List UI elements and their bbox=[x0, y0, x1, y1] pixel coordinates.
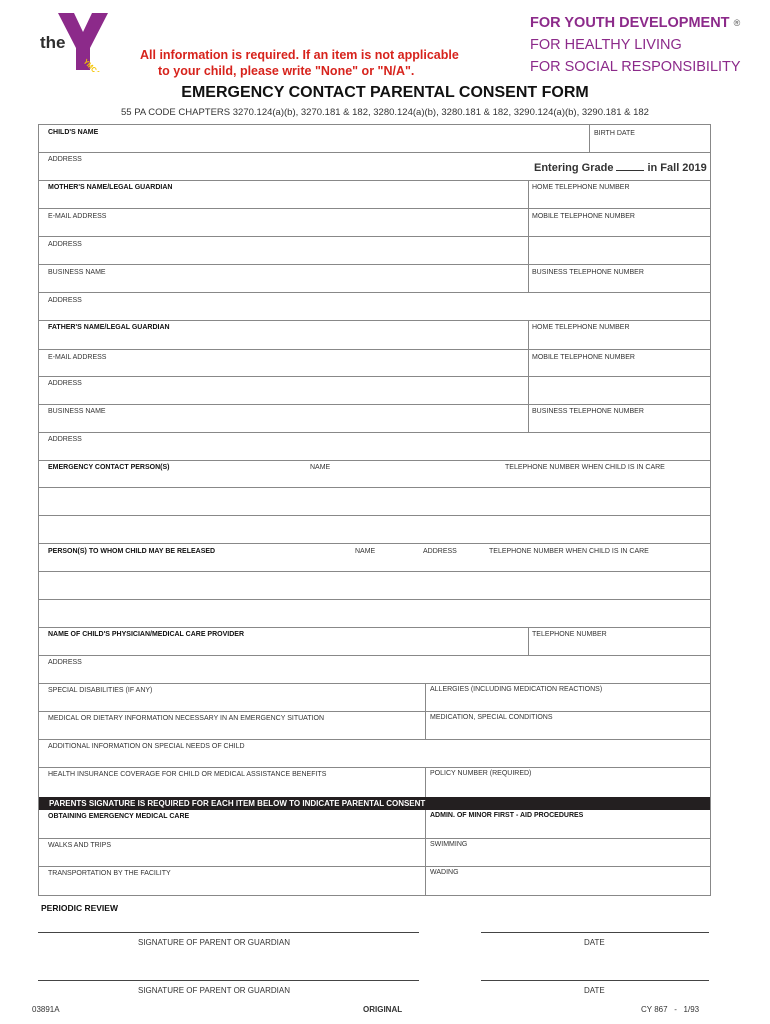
page-title: EMERGENCY CONTACT PARENTAL CONSENT FORM bbox=[181, 84, 589, 101]
grade-blank[interactable] bbox=[616, 170, 644, 171]
date-line-1[interactable] bbox=[481, 932, 709, 933]
child-address-label: ADDRESS bbox=[48, 156, 82, 163]
physician-address-label: ADDRESS bbox=[48, 659, 82, 666]
release-persons-label: PERSON(S) TO WHOM CHILD MAY BE RELEASED bbox=[48, 548, 216, 555]
father-mobile-label: MOBILE TELEPHONE NUMBER bbox=[532, 354, 635, 361]
father-business-label: BUSINESS NAME bbox=[48, 408, 106, 415]
insurance-label: HEALTH INSURANCE COVERAGE FOR CHILD OR MEDICAL ASSISTANCE BENEFITS bbox=[48, 771, 327, 778]
ymca-logo-text: YMCA bbox=[81, 58, 102, 72]
signature-line-1[interactable] bbox=[38, 932, 419, 933]
release-phone-col: TELEPHONE NUMBER WHEN CHILD IS IN CARE bbox=[489, 548, 649, 555]
form-number: 03891A bbox=[32, 1005, 60, 1014]
mother-business-phone-label: BUSINESS TELEPHONE NUMBER bbox=[532, 269, 644, 276]
release-address-col: ADDRESS bbox=[423, 548, 457, 555]
entering-grade: Entering Grade in Fall 2019 bbox=[534, 162, 707, 174]
signature-label-2: SIGNATURE OF PARENT OR GUARDIAN bbox=[138, 986, 291, 995]
walks-trips-label: WALKS AND TRIPS bbox=[48, 842, 112, 849]
mother-email-label: E-MAIL ADDRESS bbox=[48, 213, 107, 220]
form-table bbox=[38, 124, 711, 896]
tagline-line-1: FOR YOUTH DEVELOPMENT bbox=[530, 15, 730, 31]
original-label: ORIGINAL bbox=[363, 1005, 403, 1014]
father-email-label: E-MAIL ADDRESS bbox=[48, 354, 107, 361]
notice-text bbox=[140, 47, 459, 79]
transportation-label: TRANSPORTATION BY THE FACILITY bbox=[48, 870, 171, 877]
swimming-label: SWIMMING bbox=[430, 841, 468, 848]
logo-the-text: the bbox=[40, 33, 66, 52]
mother-mobile-label: MOBILE TELEPHONE NUMBER bbox=[532, 213, 635, 220]
father-business-phone-label: BUSINESS TELEPHONE NUMBER bbox=[532, 408, 644, 415]
signature-line-2[interactable] bbox=[38, 980, 419, 981]
tagline-line-2: FOR HEALTHY LIVING bbox=[530, 37, 682, 53]
mother-name-label: MOTHER'S NAME/LEGAL GUARDIAN bbox=[48, 184, 173, 191]
policy-number-label: POLICY NUMBER (REQUIRED) bbox=[430, 770, 532, 777]
additional-needs-label: ADDITIONAL INFORMATION ON SPECIAL NEEDS OF CHILD bbox=[48, 743, 245, 750]
tagline bbox=[530, 12, 741, 78]
signature-label-1: SIGNATURE OF PARENT OR GUARDIAN bbox=[138, 938, 291, 947]
mother-business-label: BUSINESS NAME bbox=[48, 269, 106, 276]
date-label-2: DATE bbox=[584, 986, 605, 995]
mother-business-address-label: ADDRESS bbox=[48, 297, 82, 304]
allergies-label: ALLERGIES (INCLUDING MEDICATION REACTIONS) bbox=[430, 686, 603, 693]
medical-care-label: OBTAINING EMERGENCY MEDICAL CARE bbox=[48, 813, 190, 820]
father-address-label: ADDRESS bbox=[48, 380, 82, 387]
registered-mark: ® bbox=[733, 18, 741, 28]
notice-line-2: to your child, please write "None" or "N/A". bbox=[158, 64, 415, 78]
child-name-label: CHILD'S NAME bbox=[48, 129, 99, 136]
emergency-phone-col: TELEPHONE NUMBER WHEN CHILD IS IN CARE bbox=[505, 464, 665, 471]
father-name-label: FATHER'S NAME/LEGAL GUARDIAN bbox=[48, 324, 170, 331]
release-name-col: NAME bbox=[355, 548, 376, 555]
date-line-2[interactable] bbox=[481, 980, 709, 981]
periodic-review-title: PERIODIC REVIEW bbox=[41, 903, 118, 913]
emergency-contact-label: EMERGENCY CONTACT PERSON(S) bbox=[48, 464, 170, 471]
code-reference: 55 PA CODE CHAPTERS 3270.124(a)(b), 3270.181 & 182, 3280.124(a)(b), 3280.181 & 182, 3290.124(a)(b), 3290.181 & 182 bbox=[121, 107, 649, 118]
disabilities-label: SPECIAL DISABILITIES (IF ANY) bbox=[48, 687, 153, 694]
tagline-line-3: FOR SOCIAL RESPONSIBILITY bbox=[530, 59, 741, 75]
emergency-name-col: NAME bbox=[310, 464, 331, 471]
mother-home-phone-label: HOME TELEPHONE NUMBER bbox=[532, 184, 630, 191]
date-label-1: DATE bbox=[584, 938, 605, 947]
wading-label: WADING bbox=[430, 869, 459, 876]
notice-line-1: All information is required. If an item is not applicable bbox=[140, 48, 459, 62]
consent-banner: PARENTS SIGNATURE IS REQUIRED FOR EACH ITEM BELOW TO INDICATE PARENTAL CONSENT bbox=[39, 797, 710, 810]
physician-label: NAME OF CHILD'S PHYSICIAN/MEDICAL CARE PROVIDER bbox=[48, 631, 244, 638]
medication-label: MEDICATION, SPECIAL CONDITIONS bbox=[430, 714, 553, 721]
physician-phone-label: TELEPHONE NUMBER bbox=[532, 631, 607, 638]
father-business-address-label: ADDRESS bbox=[48, 436, 82, 443]
birth-date-label: BIRTH DATE bbox=[594, 130, 635, 137]
mother-address-label: ADDRESS bbox=[48, 241, 82, 248]
dietary-label: MEDICAL OR DIETARY INFORMATION NECESSARY IN AN EMERGENCY SITUATION bbox=[48, 715, 325, 722]
cy-code: CY 867 - 1/93 bbox=[641, 1005, 700, 1014]
first-aid-label: ADMIN. OF MINOR FIRST - AID PROCEDURES bbox=[430, 812, 584, 819]
father-home-phone-label: HOME TELEPHONE NUMBER bbox=[532, 324, 630, 331]
